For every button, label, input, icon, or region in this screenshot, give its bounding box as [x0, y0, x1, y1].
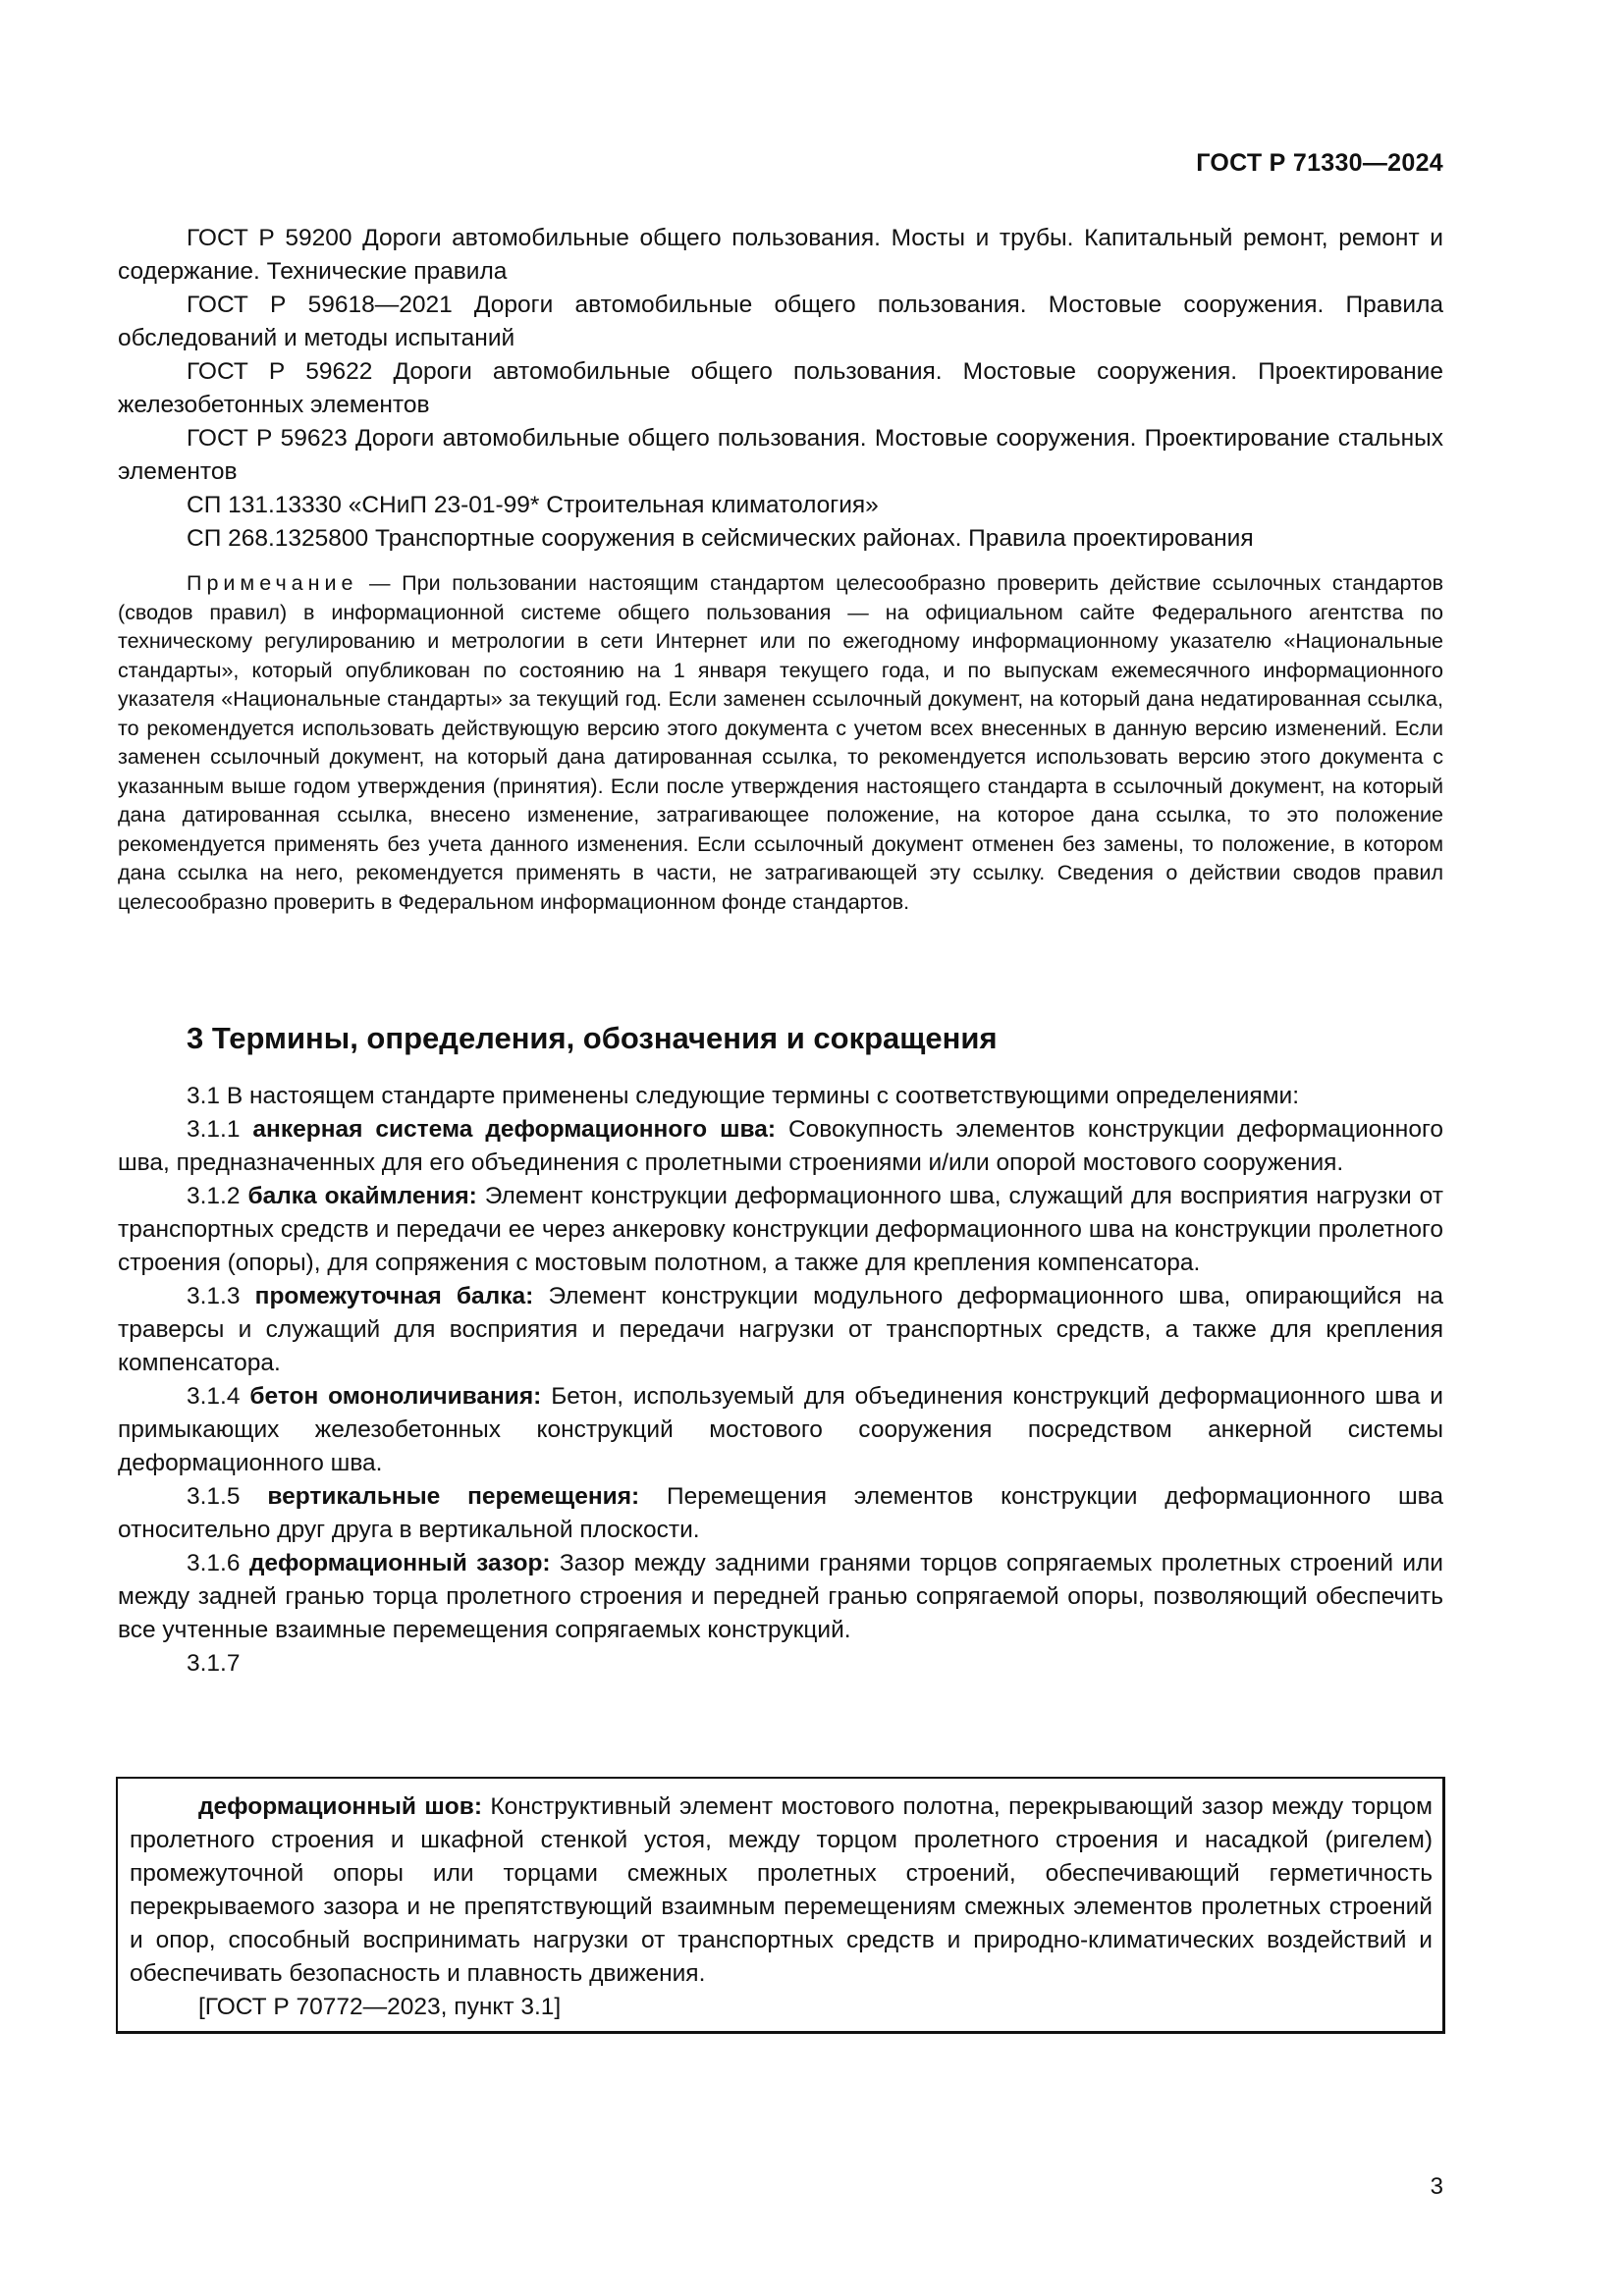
reference-item: СП 131.13330 «СНиП 23-01-99* Строительная климатология» [187, 492, 879, 518]
term-definition: Зазор между задними гранями торцов сопрягаемых пролетных строений или между задней гранью торца пролетного строения и передней гранью сопрягаемой опоры, позволяющий обеспечить все учтенные взаимные перемещения сопрягаемых конструкций. [118, 1550, 1443, 1643]
page-number: 3 [1430, 2173, 1443, 2200]
term-name: анкерная система деформационного шва: [252, 1116, 777, 1143]
note-text: — При пользовании настоящим стандартом целесообразно проверить действие ссылочных стандартов (сводов правил) в информационной системе общего пользования — на официальном сайте Федерального агентства по техническому регулированию и метрологии в сети Интернет или по ежегодному информационному указателю «Национальные стандарты», который опубликован по состоянию на 1 января текущего года, и по выпускам ежемесячного информационного указателя «Национальные стандарты» за текущий год. Если заменен ссылочный документ, на который дана недатированная ссылка, то рекомендуется использовать действующую версию этого документа с учетом всех внесенных в данную версию изменений. Если заменен ссылочный документ, на который дана датированная ссылка, то рекомендуется использовать версию этого документа с указанным выше годом утверждения (принятия). Если после утверждения настоящего стандарта в ссылочный документ, на который дана датированная ссылка, внесено изменение, затрагивающее положение, на которое дана ссылка, то это положение рекомендуется применять без учета данного изменения. Если ссылочный документ отменен без замены, то положение, в котором дана ссылка на него, рекомендуется применять в части, не затрагивающей эту ссылку. Сведения о действии сводов правил целесообразно проверить в Федеральном информационном фонде стандартов. [118, 571, 1443, 914]
term-number: 3.1.3 [187, 1283, 255, 1309]
section-title: 3 Термины, определения, обозначения и сокращения [187, 1021, 998, 1055]
term-entry [118, 1480, 1443, 1547]
term-name: деформационный зазор: [248, 1550, 551, 1576]
term-number: 3.1.5 [187, 1483, 268, 1510]
reference-item: СП 268.1325800 Транспортные сооружения в сейсмических районах. Правила проектирования [187, 525, 1254, 552]
term-entry [118, 1380, 1443, 1480]
term-number: 3.1.2 [187, 1183, 248, 1209]
term-definition: Бетон, используемый для объединения конструкций деформационного шва и примыкающих железобетонных конструкций мостового сооружения посредством анкерной системы деформационного шва. [118, 1383, 1443, 1476]
term-definition: Элемент конструкции деформационного шва, служащий для восприятия нагрузки от транспортных средств и передачи ее через анкеровку конструкции деформационного шва на конструкции пролетного строения (опоры), для сопряжения с мостовым полотном, а также для крепления компенсатора. [118, 1183, 1443, 1276]
term-definition: Перемещения элементов конструкции деформационного шва относительно друг друга в вертикальной плоскости. [118, 1483, 1443, 1543]
quoted-term-box [116, 1777, 1445, 2034]
standard-code-header: ГОСТ Р 71330—2024 [1196, 149, 1443, 177]
reference-item: ГОСТ Р 59200 Дороги автомобильные общего пользования. Мосты и трубы. Капитальный ремонт, ремонт и содержание. Технические правила [118, 225, 1443, 285]
terms-list [118, 1080, 1443, 1681]
term-number-317: 3.1.7 [187, 1650, 241, 1677]
term-definition: Совокупность элементов конструкции деформационного шва, предназначенных для его объединения с пролетными строениями и/или опорой мостового сооружения. [118, 1116, 1443, 1176]
term-entry [118, 1547, 1443, 1647]
term-definition: Конструктивный элемент мостового полотна, перекрывающий зазор между торцом пролетного строения и шкафной стенкой устоя, между торцом пролетного строения и насадкой (ригелем) промежуточной опоры или торцами смежных пролетных строений, обеспечивающий герметичность перекрываемого зазора и не препятствующий взаимным перемещениям смежных элементов пролетных строений и опор, способный воспринимать нагрузки от транспортных средств и природно-климатических воздействий и обеспечивать безопасность и плавность движения. [130, 1793, 1433, 1987]
term-entry [118, 1180, 1443, 1280]
term-entry [130, 1790, 1433, 1991]
term-name: деформационный шов: [198, 1793, 482, 1820]
term-name: промежуточная балка: [254, 1283, 534, 1309]
note-label: Примечание [187, 571, 358, 595]
terms-intro: 3.1 В настоящем стандарте применены следующие термины с соответствующими определениями: [187, 1083, 1300, 1109]
reference-item: ГОСТ Р 59618—2021 Дороги автомобильные общего пользования. Мостовые сооружения. Правила обследований и методы испытаний [118, 292, 1443, 351]
reference-item: ГОСТ Р 59622 Дороги автомобильные общего пользования. Мостовые сооружения. Проектирование железобетонных элементов [118, 358, 1443, 418]
normative-references-list [118, 222, 1443, 556]
term-number: 3.1.1 [187, 1116, 253, 1143]
term-number: 3.1.4 [187, 1383, 250, 1410]
term-entry [118, 1280, 1443, 1380]
term-definition: Элемент конструкции модульного деформационного шва, опирающийся на траверсы и служащий для восприятия и передачи нагрузки от транспортных средств, а также для крепления компенсатора. [118, 1283, 1443, 1376]
reference-item: ГОСТ Р 59623 Дороги автомобильные общего пользования. Мостовые сооружения. Проектирование стальных элементов [118, 425, 1443, 485]
term-source: [ГОСТ Р 70772—2023, пункт 3.1] [198, 1994, 562, 2020]
term-name: вертикальные перемещения: [267, 1483, 640, 1510]
term-name: балка окаймления: [247, 1183, 477, 1209]
term-entry [118, 1113, 1443, 1180]
term-number: 3.1.6 [187, 1550, 249, 1576]
term-name: бетон омоноличивания: [249, 1383, 542, 1410]
note-paragraph [118, 569, 1443, 917]
